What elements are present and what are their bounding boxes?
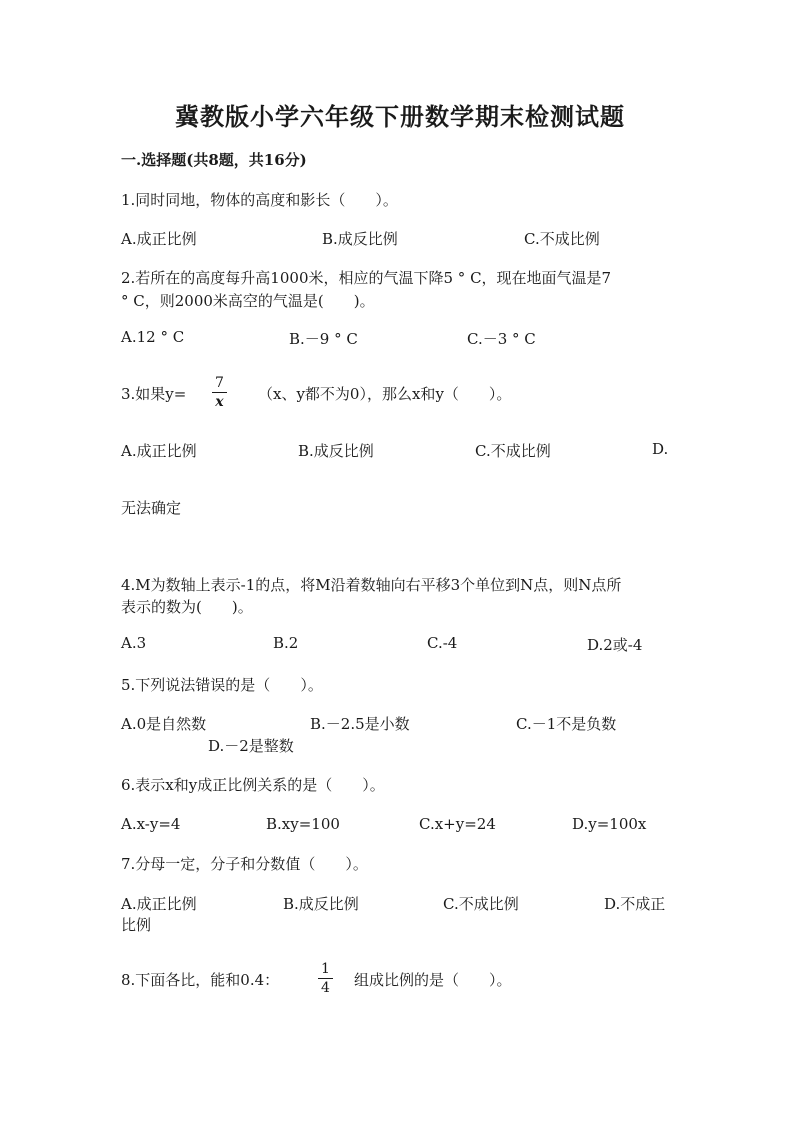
question-6-option-c: C.x+y=24 bbox=[419, 815, 496, 833]
question-6-option-a: A.x-y=4 bbox=[121, 815, 181, 833]
question-5-option-a: A.0是自然数 bbox=[121, 715, 207, 733]
section-heading: 一.选择题(共8题，共16分) bbox=[121, 151, 307, 169]
question-4-line-2: 表示的数为( )。 bbox=[121, 598, 253, 616]
fraction-numerator: 7 bbox=[212, 376, 227, 393]
question-3-option-b: B.成反比例 bbox=[298, 442, 374, 460]
question-7-option-d: D.不成正 bbox=[604, 895, 666, 913]
question-3-fraction bbox=[212, 376, 227, 409]
page-title: 冀教版小学六年级下册数学期末检测试题 bbox=[175, 102, 625, 131]
question-4-option-a: A.3 bbox=[121, 634, 147, 652]
question-2-line-1: 2.若所在的高度每升高1000米，相应的气温下降5 ° C，现在地面气温是7 bbox=[121, 269, 612, 287]
question-7-option-b: B.成反比例 bbox=[283, 895, 359, 913]
question-1-text: 1.同时同地，物体的高度和影长（ ）。 bbox=[121, 191, 398, 209]
question-1-option-c: C.不成比例 bbox=[524, 230, 600, 248]
question-5-text: 5.下列说法错误的是（ ）。 bbox=[121, 676, 323, 694]
question-1-option-a: A.成正比例 bbox=[121, 230, 197, 248]
question-2-option-c: C.－3 ° C bbox=[467, 330, 536, 348]
question-4-option-b: B.2 bbox=[273, 634, 299, 652]
question-5-option-b: B.－2.5是小数 bbox=[310, 715, 410, 733]
question-8-fraction bbox=[318, 962, 333, 995]
question-7-option-a: A.成正比例 bbox=[121, 895, 197, 913]
question-5-option-d: D.－2是整数 bbox=[208, 737, 294, 755]
question-3-option-c: C.不成比例 bbox=[475, 442, 551, 460]
question-6-text: 6.表示x和y成正比例关系的是（ ）。 bbox=[121, 776, 385, 794]
question-8-suffix: 组成比例的是（ ）。 bbox=[354, 971, 512, 989]
question-5-option-c: C.－1不是负数 bbox=[516, 715, 617, 733]
question-4-option-d: D.2或-4 bbox=[587, 636, 643, 654]
question-2-option-b: B.－9 ° C bbox=[289, 330, 358, 348]
question-4-option-c: C.-4 bbox=[427, 634, 458, 652]
question-2-line-2: ° C，则2000米高空的气温是( )。 bbox=[121, 292, 375, 310]
question-8-prefix: 8.下面各比，能和0.4： bbox=[121, 971, 280, 989]
fraction-denominator: x bbox=[215, 394, 224, 410]
question-7-option-d-continued: 比例 bbox=[121, 916, 152, 934]
question-3-option-d-continued: 无法确定 bbox=[121, 499, 182, 517]
fraction-denominator: 4 bbox=[321, 980, 330, 996]
question-7-option-c: C.不成比例 bbox=[443, 895, 519, 913]
question-3-prefix: 3.如果y= bbox=[121, 385, 187, 403]
question-7-text: 7.分母一定，分子和分数值（ ）。 bbox=[121, 855, 368, 873]
question-6-option-d: D.y=100x bbox=[572, 815, 647, 833]
question-2-option-a: A.12 ° C bbox=[121, 328, 185, 346]
question-4-line-1: 4.M为数轴上表示-1的点，将M沿着数轴向右平移3个单位到N点，则N点所 bbox=[121, 576, 622, 594]
question-3-suffix: （x、y都不为0），那么x和y（ ）。 bbox=[258, 385, 512, 403]
fraction-numerator: 1 bbox=[318, 962, 333, 979]
question-6-option-b: B.xy=100 bbox=[266, 815, 340, 833]
question-3-option-d: D. bbox=[652, 440, 669, 458]
question-3-option-a: A.成正比例 bbox=[121, 442, 197, 460]
question-1-option-b: B.成反比例 bbox=[322, 230, 398, 248]
